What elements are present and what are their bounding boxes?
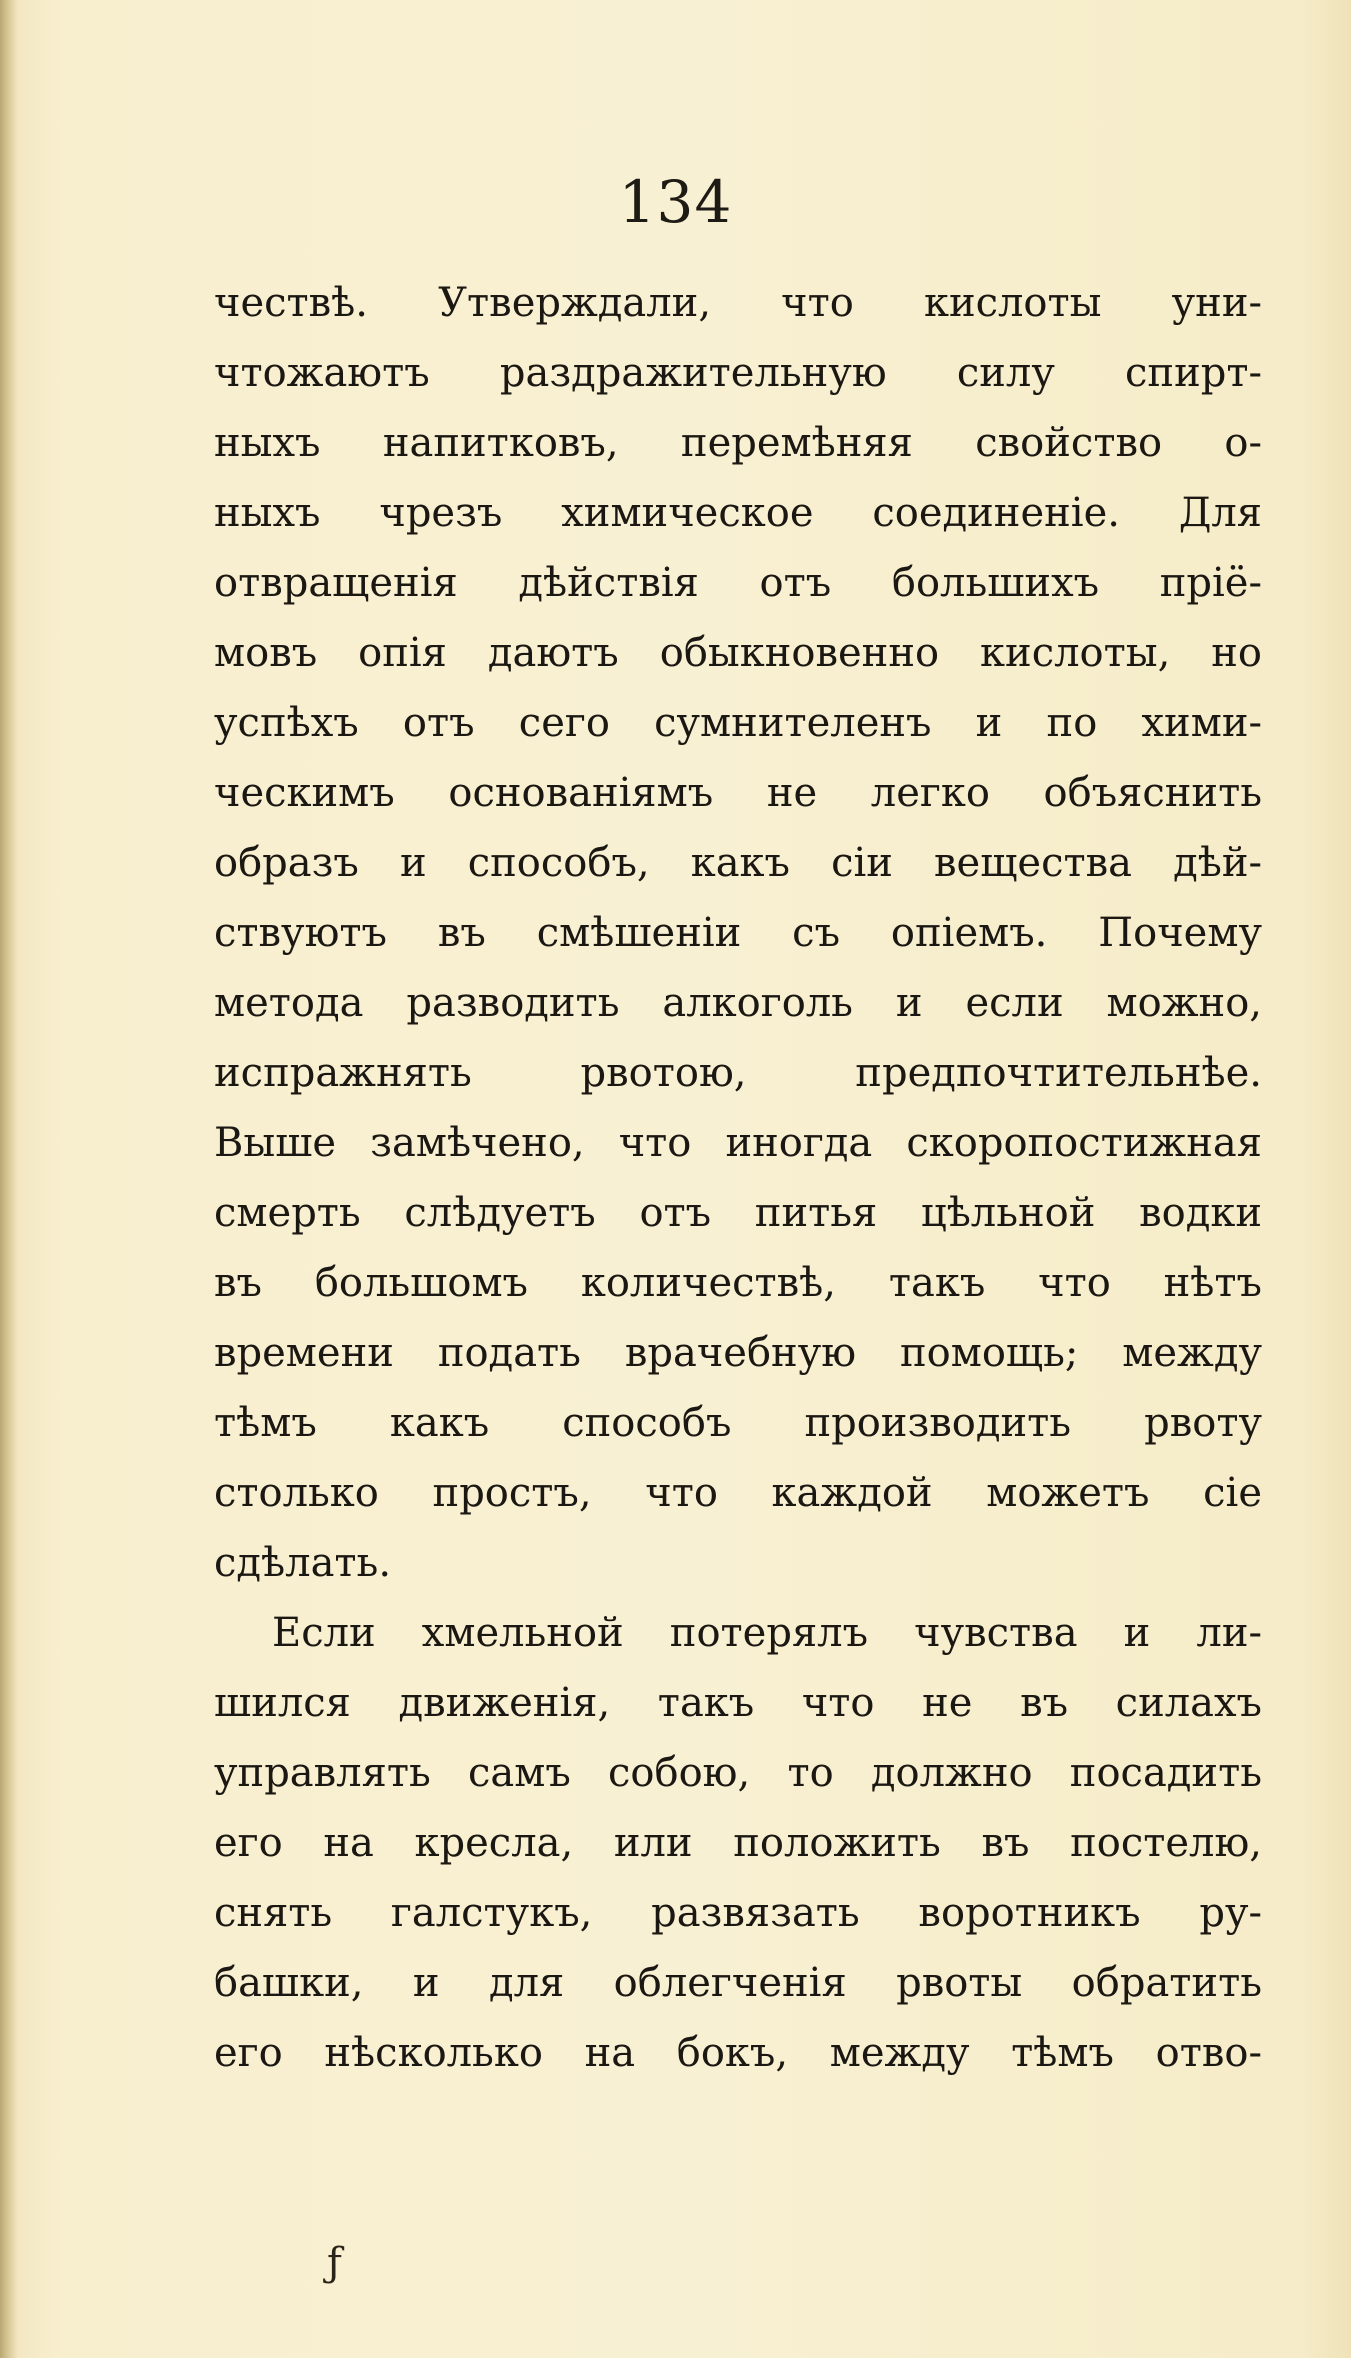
text-line: Выше замѣчено, что иногда скоропостижная [214, 1120, 1262, 1166]
text-line: метода разводить алкоголь и если можно, [214, 980, 1262, 1026]
text-line: чтожаютъ раздражительную силу спирт- [214, 350, 1262, 396]
page-spine-shadow [0, 0, 18, 2358]
body-text [214, 268, 1262, 2088]
text-line: отвращенія дѣйствія отъ большихъ пріё- [214, 560, 1262, 606]
text-line: башки, и для облегченія рвоты обратить [214, 1960, 1262, 2006]
text-line: мовъ опія даютъ обыкновенно кислоты, но [214, 630, 1262, 676]
text-line: ческимъ основаніямъ не легко объяснить [214, 770, 1262, 816]
text-line: столько простъ, что каждой можетъ сіе [214, 1470, 1262, 1516]
text-line: смерть слѣдуетъ отъ питья цѣльной водки [214, 1190, 1262, 1236]
text-line: ныхъ напитковъ, перемѣняя свойство о- [214, 420, 1262, 466]
text-line: сдѣлать. [214, 1540, 392, 1586]
text-line: чествѣ. Утверждали, что кислоты уни- [214, 280, 1262, 326]
text-line: его на кресла, или положить въ постелю, [214, 1820, 1262, 1866]
text-line: шился движенія, такъ что не въ силахъ [214, 1680, 1262, 1726]
text-line: времени подать врачебную помощь; между [214, 1330, 1262, 1376]
text-line: его нѣсколько на бокъ, между тѣмъ отво- [214, 2030, 1262, 2076]
text-line: образъ и способъ, какъ сіи вещества дѣй- [214, 840, 1262, 886]
text-line: испражнять рвотою, предпочтительнѣе. [214, 1050, 1262, 1096]
page-number: 134 [618, 168, 733, 236]
text-line: въ большомъ количествѣ, такъ что нѣтъ [214, 1260, 1262, 1306]
text-line: успѣхъ отъ сего сумнителенъ и по хими- [214, 700, 1262, 746]
paragraph-start-line: Если хмельной потерялъ чувства и ли- [272, 1610, 1262, 1656]
footer-mark: ƒ [327, 2240, 342, 2286]
text-line: снять галстукъ, развязать воротникъ ру- [214, 1890, 1262, 1936]
text-line: ныхъ чрезъ химическое соединеніе. Для [214, 490, 1262, 536]
text-line: тѣмъ какъ способъ производить рвоту [214, 1400, 1262, 1446]
text-line: управлять самъ собою, то должно посадить [214, 1750, 1262, 1796]
text-line: ствуютъ въ смѣшеніи съ опіемъ. Почему [214, 910, 1262, 956]
